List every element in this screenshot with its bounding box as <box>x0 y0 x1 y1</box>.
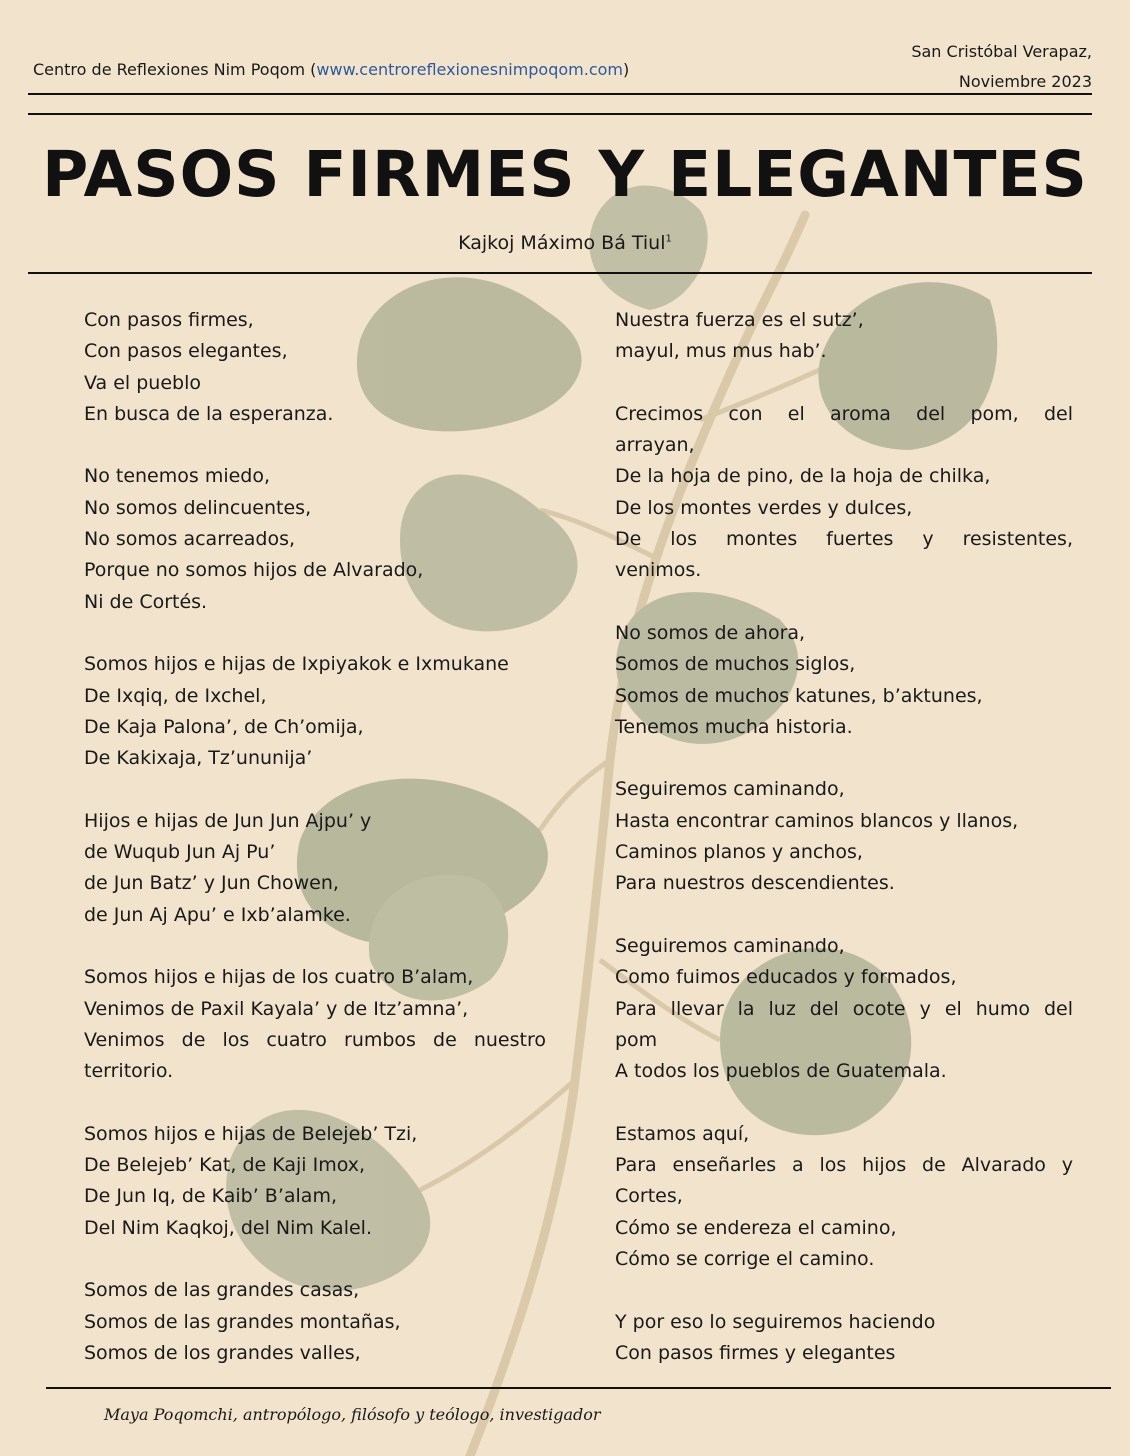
footnote-mark: 1 <box>665 233 672 245</box>
organization-url-link[interactable]: www.centroreflexionesnimpoqom.com <box>316 60 624 79</box>
poem-line: venimos. <box>615 559 702 582</box>
poem-stanza <box>84 1275 546 1369</box>
poem-line: Seguiremos caminando, <box>615 934 845 957</box>
poem-line: Venimos de los cuatro rumbos de nuestro <box>84 1028 546 1051</box>
poem-stanza <box>84 962 546 1087</box>
poem-line: Somos de muchos katunes, b’aktunes, <box>615 684 983 707</box>
poem-line: Somos hijos e hijas de Ixpiyakok e Ixmukane <box>84 653 509 676</box>
poem-stanza <box>615 305 1073 368</box>
poem-line: Porque no somos hijos de Alvarado, <box>84 559 424 582</box>
poem-line: De Kaja Palona’, de Ch’omija, <box>84 715 364 738</box>
poem-line: Somos de los grandes valles, <box>84 1341 361 1364</box>
poem-line: Venimos de Paxil Kayala’ y de Itz’amna’, <box>84 997 469 1020</box>
poem-line: De Jun Iq, de Kaib’ B’alam, <box>84 1185 337 1208</box>
place-date-block <box>911 37 1092 97</box>
poem-line: Hasta encontrar caminos blancos y llanos, <box>615 809 1019 832</box>
organization-name: Centro de Reflexiones Nim Poqom ( <box>33 60 317 79</box>
poem-line: De los montes fuertes y resistentes, <box>615 528 1073 551</box>
poem-stanza <box>615 1307 1073 1370</box>
poem-line: Hijos e hijas de Jun Jun Ajpu’ y <box>84 809 372 832</box>
author-line <box>0 232 1130 254</box>
author-footnote: Maya Poqomchi, antropólogo, filósofo y teólogo, investigador <box>104 1405 601 1424</box>
place-text: San Cristóbal Verapaz, <box>911 42 1092 61</box>
poem-line: Con pasos firmes y elegantes <box>615 1341 896 1364</box>
poem-line: Estamos aquí, <box>615 1122 750 1145</box>
poem-line: A todos los pueblos de Guatemala. <box>615 1060 947 1083</box>
poem-stanza <box>84 649 546 774</box>
poem-line: Del Nim Kaqkoj, del Nim Kalel. <box>84 1216 372 1239</box>
poem-line: Para nuestros descendientes. <box>615 872 895 895</box>
poem-line: de Jun Batz’ y Jun Chowen, <box>84 872 339 895</box>
poem-line: Cortes, <box>615 1185 683 1208</box>
poem-line: En busca de la esperanza. <box>84 402 334 425</box>
poem-line: Con pasos elegantes, <box>84 340 288 363</box>
poem-line: De la hoja de pino, de la hoja de chilka, <box>615 465 991 488</box>
poem-line: Seguiremos caminando, <box>615 778 845 801</box>
header-rule-bottom <box>28 113 1092 115</box>
poem-line: Somos de las grandes casas, <box>84 1279 360 1302</box>
poem-stanza <box>84 305 546 430</box>
poem-stanza <box>84 461 546 617</box>
poem-line: territorio. <box>84 1060 174 1083</box>
poem-line: Con pasos firmes, <box>84 309 254 331</box>
poem-stanza <box>615 399 1073 587</box>
poem-line: pom <box>615 1028 658 1051</box>
footnote-divider <box>46 1387 1111 1389</box>
poem-line: Nuestra fuerza es el sutz’, <box>615 309 864 331</box>
poem-stanza <box>84 806 546 931</box>
poem-line: Tenemos mucha historia. <box>615 715 853 738</box>
poem-line: Como fuimos educados y formados, <box>615 966 957 989</box>
poem-right-column <box>615 305 1073 1369</box>
poem-line: No somos acarreados, <box>84 528 296 551</box>
poem-line: mayul, mus mus hab’. <box>615 340 827 363</box>
poem-stanza <box>615 931 1073 1087</box>
poem-line: De Kakixaja, Tz’ununija’ <box>84 747 313 770</box>
poem-line: de Jun Aj Apu’ e Ixb’alamke. <box>84 903 351 926</box>
poem-line: Cómo se endereza el camino, <box>615 1216 897 1239</box>
poem-line: No somos de ahora, <box>615 621 806 644</box>
poem-stanza <box>84 1119 546 1244</box>
date-text: Noviembre 2023 <box>958 72 1092 91</box>
poem-stanza <box>615 774 1073 899</box>
poem-title: PASOS FIRMES Y ELEGANTES <box>42 138 1088 211</box>
poem-line: Somos hijos e hijas de los cuatro B’alam, <box>84 966 474 989</box>
poem-line: De Ixqiq, de Ixchel, <box>84 684 267 707</box>
organization-suffix: ) <box>623 60 630 79</box>
header-rule-top <box>28 93 1092 95</box>
poem-line: de Wuqub Jun Aj Pu’ <box>84 841 276 864</box>
poem-line: Crecimos con el aroma del pom, del <box>615 402 1073 425</box>
title-divider <box>28 272 1092 274</box>
organization-line <box>33 60 629 79</box>
poem-line: No tenemos miedo, <box>84 465 271 488</box>
poem-line: De Belejeb’ Kat, de Kaji Imox, <box>84 1154 366 1177</box>
poem-line: arrayan, <box>615 434 695 457</box>
poem-stanza <box>615 618 1073 743</box>
poem-line: Somos de muchos siglos, <box>615 653 856 676</box>
poem-line: Cómo se corrige el camino. <box>615 1247 875 1270</box>
author-name: Kajkoj Máximo Bá Tiul <box>458 232 666 254</box>
poem-line: De los montes verdes y dulces, <box>615 496 913 519</box>
poem-line: Somos de las grandes montañas, <box>84 1310 401 1333</box>
poem-line: Somos hijos e hijas de Belejeb’ Tzi, <box>84 1122 418 1145</box>
poem-line: Ni de Cortés. <box>84 590 208 613</box>
poem-stanza <box>615 1119 1073 1275</box>
poem-line: Y por eso lo seguiremos haciendo <box>615 1310 936 1333</box>
poem-line: Va el pueblo <box>84 371 201 394</box>
poem-line: Para llevar la luz del ocote y el humo del <box>615 997 1073 1020</box>
poem-line: Caminos planos y anchos, <box>615 841 863 864</box>
poem-line: No somos delincuentes, <box>84 496 312 519</box>
poem-left-column <box>84 305 546 1369</box>
poem-line: Para enseñarles a los hijos de Alvarado y <box>615 1154 1073 1177</box>
